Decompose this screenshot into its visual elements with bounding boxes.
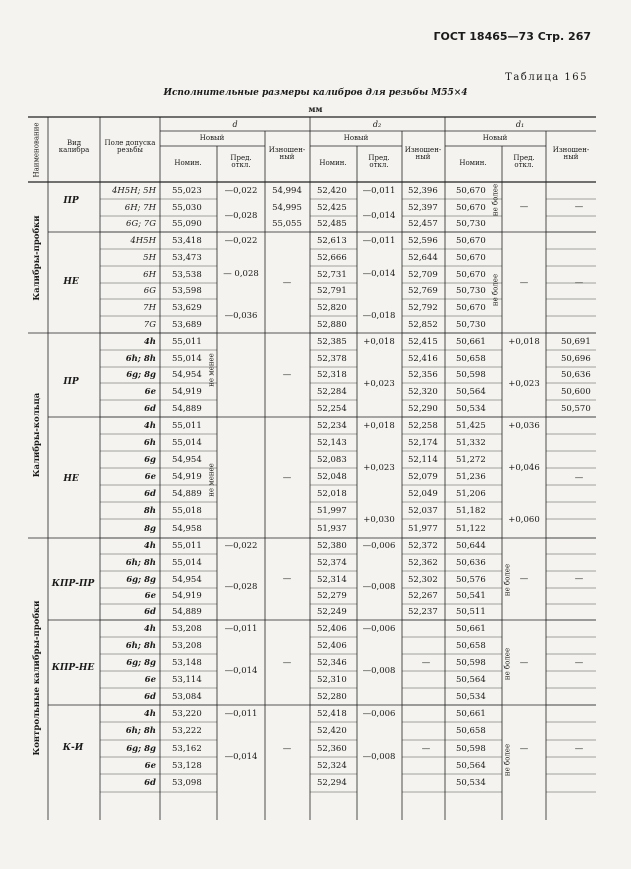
- cell-d2: 52,249: [317, 607, 347, 617]
- cell-tol: 4h: [143, 708, 156, 719]
- cell-d: 54,954: [172, 574, 202, 585]
- span-cell-d-worn: —: [282, 277, 292, 288]
- cell-d2: 52,234: [317, 420, 347, 431]
- standard-code: ГОСТ 18465—73: [433, 30, 534, 43]
- cell-d2: 52,406: [317, 640, 347, 651]
- cell-d: 53,114: [172, 674, 202, 685]
- cell-d2-worn: 52,037: [408, 505, 438, 516]
- cell-d2: 52,360: [317, 743, 347, 754]
- note-not-more-kpr-ne: не более: [503, 647, 512, 681]
- cell-d1: 50,670: [456, 269, 486, 280]
- cell-d: 55,090: [172, 219, 202, 229]
- cell-d: 55,014: [172, 557, 202, 568]
- cell-tol: 6h; 8h: [125, 640, 156, 651]
- cell-d2: 52,346: [317, 657, 347, 668]
- cell-d: 53,148: [172, 657, 202, 668]
- header-nominal-d1: Номин.: [459, 159, 487, 167]
- group-plugs: Калибры-пробки: [31, 215, 42, 301]
- cell-tol: 6e: [144, 591, 156, 601]
- cell-d1: 51,425: [456, 420, 486, 431]
- cell-d2-worn: 52,174: [408, 437, 438, 448]
- cell-d: 53,098: [172, 778, 202, 788]
- cell-d2: 52,083: [317, 454, 347, 465]
- cell-d1: 50,576: [456, 574, 486, 585]
- span-cell-d-worn: —: [282, 657, 292, 668]
- cell-d: 54,954: [172, 370, 202, 380]
- cell-d2: 52,018: [317, 488, 347, 499]
- cell-d1: 50,636: [456, 557, 486, 568]
- cell-tol: 6g; 8g: [126, 657, 156, 668]
- cell-d2: 52,420: [317, 726, 347, 736]
- span-cell-d2-dev: —0,008: [362, 582, 396, 592]
- cell-tol: 6g: [144, 454, 156, 465]
- cell-d2-worn: 52,290: [408, 403, 438, 414]
- cell-d: 53,220: [172, 708, 202, 719]
- cell-d1: 50,598: [456, 370, 486, 380]
- cell-d2-worn: 52,416: [408, 353, 438, 364]
- cell-d1: 50,670: [456, 202, 486, 213]
- span-cell-d1-worn: —: [574, 657, 584, 668]
- cell-d1: 50,730: [456, 319, 486, 330]
- header-worn-d1: Изношен-ный: [552, 146, 590, 161]
- table-caption: Исполнительные размеры калибров для резьбы М55×4: [163, 88, 468, 98]
- cell-d-dev: —0,022: [224, 541, 258, 551]
- cell-d2-worn: 52,114: [408, 454, 438, 465]
- cell-d1: 50,658: [456, 353, 486, 364]
- cell-d1: 50,670: [456, 185, 486, 196]
- cell-d-dev: —0,022: [224, 185, 258, 196]
- cell-tol: 6H; 7H: [124, 202, 156, 213]
- cell-d1-worn: 50,600: [561, 386, 591, 397]
- cell-d2-worn: 52,372: [408, 541, 438, 551]
- cell-d: 55,011: [172, 541, 202, 551]
- span-cell-d1-dev: +0,046: [508, 463, 540, 473]
- span-cell-d1-dev: +0,023: [508, 378, 540, 389]
- cell-d: 55,011: [172, 336, 202, 347]
- span-cell-d-dev: —0,014: [224, 752, 258, 762]
- cell-d2-dev: —0,006: [362, 708, 396, 719]
- cell-tol: 6g; 8g: [126, 743, 156, 754]
- cell-tol: 6h; 8h: [125, 557, 156, 568]
- cell-d2: 52,374: [317, 557, 347, 568]
- cell-d1-dev: +0,036: [508, 420, 540, 431]
- cell-tol: 6d: [144, 488, 156, 499]
- cell-tol: 6d: [144, 403, 156, 414]
- cell-d: 53,208: [172, 640, 202, 651]
- type-pr-plug: ПР: [63, 196, 79, 206]
- note-not-more-plug-pr: не более: [491, 183, 500, 217]
- cell-tol: 6d: [144, 778, 156, 788]
- cell-d2-worn: 52,320: [408, 386, 438, 397]
- cell-d1: 50,564: [456, 674, 486, 685]
- cell-d2: 51,937: [317, 523, 347, 534]
- cell-d2: 52,425: [317, 202, 347, 213]
- span-cell-d-dev: —0,036: [224, 311, 258, 321]
- cell-d: 53,084: [172, 691, 202, 702]
- cell-d1: 50,670: [456, 235, 486, 246]
- type-ne-plug: НЕ: [63, 277, 79, 287]
- note-not-less-ring-pr: не менее: [207, 353, 216, 387]
- cell-d: 55,030: [172, 202, 202, 213]
- cell-d: 55,011: [172, 420, 202, 431]
- cell-d1: 50,670: [456, 302, 486, 313]
- span-cell-d1-worn: —: [574, 574, 584, 584]
- cell-d2: 52,143: [317, 437, 347, 448]
- cell-d2-dev: —0,006: [362, 541, 396, 551]
- cell-d2-worn: 52,258: [408, 420, 438, 431]
- cell-d2-worn: 52,362: [408, 557, 438, 568]
- cell-tol: 4H5H; 5H: [111, 185, 156, 196]
- span-cell-d1-worn: —: [574, 472, 584, 483]
- cell-d: 54,958: [172, 523, 202, 534]
- cell-d1: 50,661: [456, 336, 486, 347]
- cell-d-dev: —0,022: [224, 235, 258, 246]
- cell-d: 54,919: [172, 386, 202, 397]
- cell-d1: 50,534: [456, 691, 486, 702]
- header-dev-d1: Пред. откл.: [513, 154, 535, 169]
- cell-d2: 52,406: [317, 623, 347, 634]
- cell-d1: 50,658: [456, 640, 486, 651]
- cell-d2: 52,420: [317, 185, 347, 196]
- cell-d-dev: —0,011: [224, 708, 258, 719]
- cell-d2-worn: 52,396: [408, 185, 438, 196]
- header-new-d: Новый: [199, 134, 225, 142]
- span-cell-d2-worn: —: [421, 743, 431, 754]
- cell-d: 53,162: [172, 743, 202, 754]
- cell-d2: 52,279: [317, 591, 347, 601]
- cell-d2: 52,324: [317, 760, 347, 771]
- unit-label: мм: [308, 104, 323, 114]
- cell-d2: 52,613: [317, 235, 347, 246]
- cell-d1-worn: 50,636: [561, 370, 591, 380]
- cell-d1: 50,534: [456, 778, 486, 788]
- span-cell-d2-dev: —0,014: [362, 269, 396, 279]
- cell-d: 53,538: [172, 269, 202, 280]
- type-pr-ring: ПР: [63, 377, 79, 387]
- cell-d2: 52,048: [317, 471, 347, 482]
- cell-tol: 4h: [143, 420, 156, 431]
- header-dev-d: Пред. откл.: [230, 154, 252, 169]
- cell-tol: 7H: [143, 302, 156, 313]
- cell-d1: 51,332: [456, 437, 486, 448]
- cell-d2-worn: 52,852: [408, 319, 438, 330]
- cell-d2: 52,380: [317, 541, 347, 551]
- cell-d2: 52,310: [317, 674, 347, 685]
- cell-d: 53,418: [172, 235, 202, 246]
- cell-d1: 51,272: [456, 454, 486, 465]
- cell-tol: 6e: [144, 386, 156, 397]
- cell-d1: 50,661: [456, 623, 486, 634]
- span-cell-d1-dev: —: [519, 277, 529, 288]
- cell-d: 55,014: [172, 437, 202, 448]
- cell-d1-worn: 50,691: [561, 336, 591, 347]
- cell-d2-worn: 52,457: [408, 219, 438, 229]
- cell-d: 53,222: [172, 726, 202, 736]
- cell-d2-worn: 52,709: [408, 269, 438, 280]
- cell-d: 53,128: [172, 760, 202, 771]
- header-nominal-d: Номин.: [174, 159, 202, 167]
- cell-d1: 50,598: [456, 743, 486, 754]
- cell-d-worn: 55,055: [272, 219, 302, 229]
- cell-d1: 51,182: [456, 505, 486, 516]
- span-cell-d2-dev: +0,030: [363, 515, 395, 525]
- cell-d2-worn: 52,792: [408, 302, 438, 313]
- cell-tol: 6h: [143, 437, 156, 448]
- header-worn-d: Изношен-ный: [268, 146, 306, 161]
- cell-d: 53,208: [172, 623, 202, 634]
- cell-d: 54,954: [172, 454, 202, 465]
- cell-d1-dev: +0,018: [508, 336, 540, 347]
- header-name: Наименование: [32, 122, 41, 178]
- cell-tol: 8g: [144, 523, 156, 534]
- cell-d1: 51,206: [456, 488, 486, 499]
- span-cell-d2-dev: —0,008: [362, 666, 396, 676]
- span-cell-d2-dev: +0,023: [363, 378, 395, 389]
- header-tolerance: Поле допуска резьбы: [104, 139, 156, 154]
- cell-d2-dev: —0,006: [362, 623, 396, 634]
- cell-d2: 52,254: [317, 403, 347, 414]
- cell-d1: 50,661: [456, 708, 486, 719]
- header-d1: d₁: [515, 120, 525, 129]
- cell-d1: 50,598: [456, 657, 486, 668]
- header-worn-d2: Изношен-ный: [404, 146, 442, 161]
- table-number: Таблица 165: [505, 72, 588, 83]
- note-not-more-kpr-pr: не более: [503, 563, 512, 597]
- cell-d1: 51,122: [456, 523, 486, 534]
- cell-tol: 4H5H: [130, 235, 156, 246]
- span-cell-d2-dev: —0,018: [362, 311, 396, 321]
- cell-tol: 6e: [144, 674, 156, 685]
- cell-d1: 50,541: [456, 591, 486, 601]
- cell-d: 53,629: [172, 302, 202, 313]
- cell-tol: 6d: [144, 607, 156, 617]
- cell-d1: 50,564: [456, 760, 486, 771]
- cell-d2-worn: 52,302: [408, 574, 438, 585]
- span-cell-d-worn: —: [282, 743, 292, 754]
- cell-tol: 6G; 7G: [126, 219, 156, 229]
- cell-d2-worn: 52,356: [408, 370, 438, 380]
- span-cell-d-dev: —0,028: [224, 210, 258, 221]
- cell-d1: 50,730: [456, 286, 486, 296]
- cell-d-worn: 54,994: [272, 185, 302, 196]
- cell-d: 54,889: [172, 607, 202, 617]
- span-cell-d1-dev: —: [519, 743, 529, 754]
- group-control: Контрольные калибры-пробки: [31, 600, 42, 756]
- cell-d: 54,919: [172, 471, 202, 482]
- cell-d2-dev: +0,018: [363, 420, 395, 431]
- cell-tol: 7G: [143, 319, 156, 330]
- cell-d: 54,889: [172, 403, 202, 414]
- cell-d2: 52,666: [317, 252, 347, 263]
- cell-d2-worn: 52,079: [408, 471, 438, 482]
- cell-d2-worn: 52,596: [408, 235, 438, 246]
- cell-d2-worn: 52,397: [408, 202, 438, 213]
- header-new-d1: Новый: [482, 134, 508, 142]
- cell-d2-worn: 51,977: [408, 523, 438, 534]
- span-cell-d2-worn: —: [421, 657, 431, 668]
- cell-tol: 6h; 8h: [125, 353, 156, 364]
- cell-tol: 4h: [143, 623, 156, 634]
- cell-d-worn: 54,995: [272, 202, 302, 213]
- span-cell-d1-dev: +0,060: [508, 515, 540, 525]
- cell-d1-worn: 50,696: [561, 353, 591, 364]
- header-new-d2: Новый: [343, 134, 369, 142]
- cell-tol: 5H: [143, 252, 156, 263]
- cell-d: 55,018: [172, 505, 202, 516]
- cell-d2: 52,820: [317, 302, 347, 313]
- cell-tol: 8h: [143, 505, 156, 516]
- cell-d2: 52,791: [317, 286, 347, 296]
- span-cell-d-dev: —0,014: [224, 666, 258, 676]
- cell-d2-worn: 52,267: [408, 591, 438, 601]
- cell-d2: 52,284: [317, 386, 347, 397]
- cell-tol: 4h: [143, 336, 156, 347]
- cell-d1: 50,670: [456, 252, 486, 263]
- span-cell-d1-dev: —: [519, 574, 529, 584]
- type-kpr-ne: КПР-НЕ: [51, 663, 95, 673]
- cell-tol: 6h; 8h: [125, 726, 156, 736]
- note-not-less-ring-ne: не менее: [207, 463, 216, 497]
- cell-d: 55,023: [172, 185, 202, 196]
- cell-tol: 6H: [143, 269, 156, 280]
- cell-d1: 50,511: [456, 607, 486, 617]
- span-cell-d-dev: — 0,028: [223, 269, 259, 279]
- cell-tol: 6d: [144, 691, 156, 702]
- cell-d1: 50,534: [456, 403, 486, 414]
- span-cell-d2-dev: —0,008: [362, 752, 396, 762]
- cell-d1: 51,236: [456, 471, 486, 482]
- cell-tol: 6g; 8g: [126, 370, 156, 380]
- span-cell-d1-worn: —: [574, 743, 584, 754]
- cell-d2-worn: 52,415: [408, 336, 438, 347]
- cell-d1-worn: 50,570: [561, 403, 591, 414]
- span-cell-d-worn: —: [282, 370, 292, 380]
- cell-d2-dev: +0,018: [363, 336, 395, 347]
- cell-d: 53,473: [172, 252, 202, 263]
- cell-d1: 50,644: [456, 541, 486, 551]
- span-cell-d-worn: —: [282, 574, 292, 584]
- cell-d2: 52,485: [317, 219, 347, 229]
- cell-d2: 52,280: [317, 691, 347, 702]
- span-cell-d1-worn: —: [574, 202, 584, 212]
- cell-d: 53,598: [172, 286, 202, 296]
- cell-d2: 52,318: [317, 370, 347, 380]
- cell-tol: 6e: [144, 471, 156, 482]
- note-not-more-ki: не более: [503, 743, 512, 777]
- cell-d2-worn: 52,644: [408, 252, 438, 263]
- type-ki: К-И: [62, 743, 84, 753]
- cell-d2-worn: 52,237: [408, 607, 438, 617]
- type-ne-ring: НЕ: [63, 474, 79, 484]
- cell-d: 53,689: [172, 319, 202, 330]
- header-type: Вид калибра: [58, 139, 90, 154]
- cell-d: 54,919: [172, 591, 202, 601]
- span-cell-d-dev: —0,028: [224, 582, 258, 592]
- cell-d-dev: —0,011: [224, 623, 258, 634]
- span-cell-d-worn: —: [282, 472, 292, 483]
- cell-tol: 6e: [144, 760, 156, 771]
- span-cell-d2-dev: +0,023: [363, 463, 395, 473]
- cell-d2: 52,314: [317, 574, 347, 585]
- header-nominal-d2: Номин.: [319, 159, 347, 167]
- cell-d2: 52,731: [317, 269, 347, 280]
- span-cell-d1-dev: —: [519, 657, 529, 668]
- cell-tol: 4h: [143, 541, 156, 551]
- note-not-more-plug-ne: не более: [491, 273, 500, 307]
- header-d2: d₂: [372, 120, 382, 129]
- header-dev-d2: Пред. откл.: [368, 154, 390, 169]
- span-cell-d2-dev: —0,014: [362, 210, 396, 221]
- page-number: Стр. 267: [537, 30, 591, 43]
- cell-tol: 6G: [143, 286, 156, 296]
- header-d: d: [232, 120, 238, 129]
- cell-d2-dev: —0,011: [362, 185, 396, 196]
- cell-d2: 52,385: [317, 336, 347, 347]
- cell-d: 54,889: [172, 488, 202, 499]
- cell-d2-worn: 52,049: [408, 488, 438, 499]
- type-kpr-pr: КПР-ПР: [51, 579, 95, 589]
- cell-d1: 50,730: [456, 219, 486, 229]
- cell-d2: 51,997: [317, 505, 347, 516]
- cell-d1: 50,658: [456, 726, 486, 736]
- group-rings: Калибры-кольца: [31, 392, 42, 478]
- cell-d: 55,014: [172, 353, 202, 364]
- cell-d2: 52,378: [317, 353, 347, 364]
- cell-d2-dev: —0,011: [362, 235, 396, 246]
- cell-d1: 50,564: [456, 386, 486, 397]
- cell-d2: 52,418: [317, 708, 347, 719]
- cell-d2: 52,294: [317, 778, 347, 788]
- cell-d2: 52,880: [317, 319, 347, 330]
- cell-d2-worn: 52,769: [408, 286, 438, 296]
- span-cell-d1-worn: —: [574, 277, 584, 288]
- span-cell-d1-dev: —: [519, 202, 529, 212]
- cell-tol: 6g; 8g: [126, 574, 156, 585]
